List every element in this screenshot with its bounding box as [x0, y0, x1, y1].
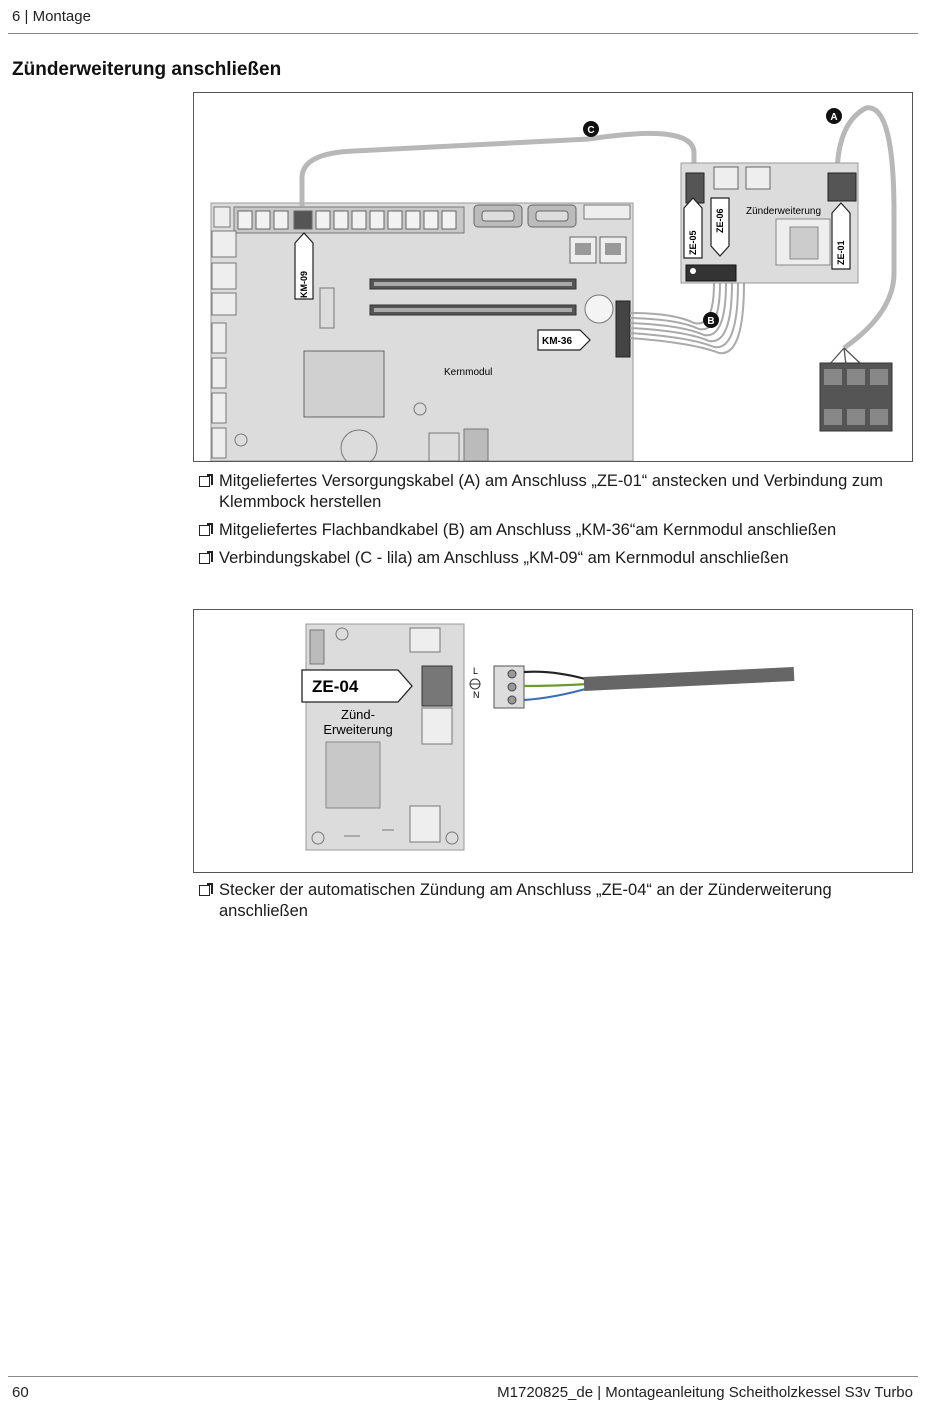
terminal-block: [820, 363, 892, 431]
battery-icon: [585, 295, 613, 323]
ze01-label: ZE-01: [836, 240, 846, 265]
ze05-tag: [684, 198, 702, 258]
ignition-diagram-svg: [194, 610, 912, 872]
callout-a-label: A: [830, 112, 838, 123]
km36-tag: [538, 330, 590, 350]
header-divider: [8, 33, 918, 34]
zuenderweiterung-label: Zünderweiterung: [746, 206, 822, 217]
ignition-diagram-figure: [193, 609, 913, 873]
footer-divider: [8, 1376, 918, 1377]
l-label: L: [473, 666, 479, 676]
checkbox-icon: [199, 525, 210, 536]
ignition-cable: [584, 674, 794, 684]
ignition-wires: [524, 672, 589, 700]
checkbox-icon: [199, 553, 210, 564]
wiring-diagram-figure: [193, 92, 913, 462]
erweiterung-label: Erweiterung: [323, 722, 393, 737]
instruction-list-1: [197, 471, 917, 576]
km36-connector: [616, 301, 630, 357]
instruction-item: Stecker der automatischen Zündung am Anschluss „ZE-04“ an der Zünderweiterung anschließen: [197, 880, 917, 922]
ribbon-cable-b: [630, 283, 744, 353]
relay-icon: [326, 742, 380, 808]
ze06-label: ZE-06: [715, 208, 725, 233]
section-title: Zünderweiterung anschließen: [12, 59, 282, 80]
page-header-chapter: 6 | Montage: [12, 8, 91, 25]
checkbox-icon: [199, 885, 210, 896]
document-title: M1720825_de | Montageanleitung Scheitholzkessel S3v Turbo: [497, 1384, 913, 1401]
page-number: 60: [12, 1384, 29, 1401]
zuend-label: Zünd-: [341, 707, 375, 722]
kernmodul-label: Kernmodul: [444, 367, 493, 378]
km36-label: KM-36: [542, 336, 573, 347]
km09-tag: [295, 233, 313, 299]
ze05-label: ZE-05: [688, 230, 698, 255]
ze01-tag: [832, 203, 850, 269]
callout-b-label: B: [707, 316, 715, 327]
ze04-tag: [302, 670, 412, 702]
ze04-connector: [422, 666, 452, 706]
callout-a: [826, 108, 842, 124]
checkbox-icon: [199, 476, 210, 487]
cable-a-wires: [829, 348, 862, 365]
ignition-plug: [494, 666, 524, 708]
instruction-item: Mitgeliefertes Versorgungskabel (A) am Anschluss „ZE-01“ anstecken und Verbindung zum Klemmbock herstellen: [197, 471, 917, 513]
chip-icon: [304, 351, 384, 417]
km09-label: KM-09: [299, 270, 309, 298]
ze04-label: ZE-04: [312, 677, 359, 696]
callout-b: [703, 312, 719, 328]
instruction-item: Mitgeliefertes Flachbandkabel (B) am Anschluss „KM-36“am Kernmodul anschließen: [197, 520, 917, 541]
instruction-list-2: [197, 880, 917, 929]
cable-c: [302, 133, 694, 206]
n-label: N: [473, 690, 480, 700]
zuend-connector-2: [422, 708, 452, 744]
instruction-item: Verbindungskabel (C - lila) am Anschluss „KM-09“ am Kernmodul anschließen: [197, 548, 917, 569]
callout-c-label: C: [587, 125, 595, 136]
callout-c: [583, 121, 599, 137]
ze06-tag: [711, 198, 729, 256]
wiring-diagram-svg: [194, 93, 912, 461]
